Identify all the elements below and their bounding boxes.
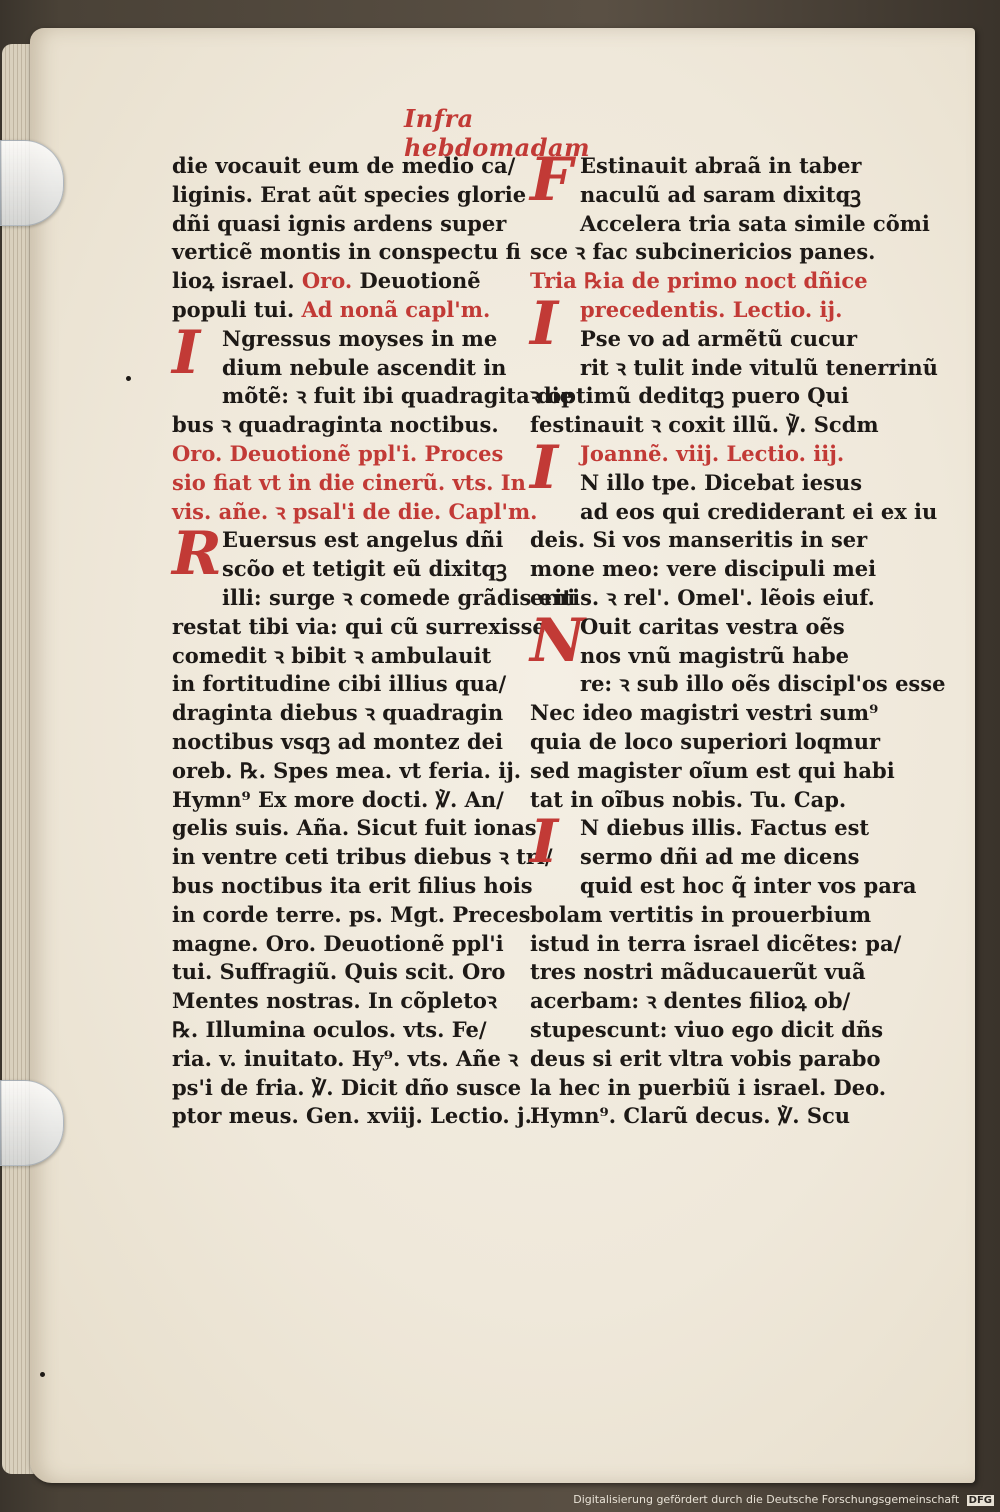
text-line: Euersus est angelus dñi <box>222 527 504 553</box>
text-line: re: ꝛ sub illo oẽs discipl'os esse <box>580 671 946 697</box>
text-line: Estinauit abraã in taber <box>580 153 862 178</box>
text-line: bolam vertitis in prouerbium <box>530 901 872 927</box>
text-segment: populi tui. <box>172 296 295 322</box>
text-line: stupescunt: viuo ego dicit dñs <box>530 1016 884 1042</box>
text-line: in fortitudine cibi illius qua/ <box>172 671 507 697</box>
text-line <box>172 267 514 296</box>
dfg-logo: DFG <box>968 1495 992 1506</box>
text-line: liginis. Erat aũt species glorie <box>172 181 527 207</box>
paragraph-block <box>172 519 576 1131</box>
text-line: Mentes nostras. In cõpletoꝛ <box>172 988 497 1014</box>
text-line: sce ꝛ fac subcinericios panes. <box>530 239 876 265</box>
text-line: quid est hoc q̃ inter vos para <box>580 872 917 898</box>
text-line: dium nebule ascendit in <box>222 354 507 380</box>
right-text-column <box>530 145 946 1131</box>
text-line: draginta diebus ꝛ quadragin <box>172 700 504 726</box>
paragraph-block <box>172 317 574 440</box>
text-line: nos vnũ magistrũ habe <box>580 642 850 668</box>
text-line: in corde terre. ps. Mgt. Preces <box>172 901 531 927</box>
text-segment: Deuotionẽ <box>359 268 481 294</box>
rubric-line: Tria ℞ia de primo noct dñice <box>530 268 868 294</box>
drop-capital: F <box>530 145 573 215</box>
ink-dot <box>40 1372 45 1377</box>
text-line: sed magister oĩum est qui habi <box>530 757 895 783</box>
paragraph-block <box>530 807 917 1131</box>
text-line: mone meo: vere discipuli mei <box>530 556 877 582</box>
text-line: illi: surge ꝛ comede grãdis eni <box>222 584 576 610</box>
drop-capital: I <box>530 432 559 503</box>
text-line: N illo tpe. Dicebat iesus <box>580 469 863 495</box>
left-text-column <box>172 152 576 1131</box>
text-line: comedit ꝛ bibit ꝛ ambulauit <box>172 642 492 668</box>
text-line: ℞. Illumina oculos. vts. Fe/ <box>172 1016 487 1042</box>
digitization-credit <box>573 1493 994 1506</box>
text-line: bus noctibus ita erit filius hois <box>172 872 533 898</box>
text-line: eritis. ꝛ rel'. Omel'. lẽois eiuf. <box>530 584 875 610</box>
drop-capital: R <box>172 519 222 590</box>
text-line: rit ꝛ tulit inde vitulũ tenerrinũ <box>580 354 938 380</box>
text-line: tres nostri mãducauerũt vuã <box>530 959 866 985</box>
text-line: Hymn⁹ Ex more docti. ℣. An/ <box>172 786 504 812</box>
text-line: quia de loco superiori loqmur <box>530 728 881 754</box>
rubric-line: sio fiat vt in die cinerũ. vts. In <box>172 469 526 495</box>
credit-text: Digitalisierung gefördert durch die Deutsche Forschungsgemeinschaft <box>573 1493 960 1506</box>
text-line: sermo dñi ad me dicens <box>580 844 860 870</box>
text-line: Ouit caritas vestra oẽs <box>580 613 845 639</box>
drop-capital: N <box>530 605 585 676</box>
text-line <box>172 296 514 325</box>
text-line: Ngressus moyses in me <box>222 325 498 351</box>
text-line: dñi quasi ignis ardens super <box>172 210 507 236</box>
paragraph-block <box>530 605 946 815</box>
text-line: deis. Si vos manseritis in ser <box>530 527 868 553</box>
text-line: acerbam: ꝛ dentes filioꝝ ob/ <box>530 988 851 1014</box>
text-line: Pse vo ad armẽtũ cucur <box>580 325 858 351</box>
rubric-segment: Oro. <box>301 268 353 294</box>
text-line: ꝛ optimũ deditqꝫ puero Qui <box>530 383 849 409</box>
text-line: scõo et tetigit eũ dixitqꝫ <box>222 556 507 582</box>
text-line: gelis suis. Aña. Sicut fuit ionas <box>172 815 537 841</box>
text-line: N diebus illis. Factus est <box>580 815 870 841</box>
rubric-line: Joannẽ. viij. Lectio. iij. <box>580 440 845 466</box>
text-line: oreb. ℞. Spes mea. vt feria. ij. <box>172 757 522 783</box>
text-line: ria. v. inuitato. Hy⁹. vts. Añe ꝛ <box>172 1045 519 1071</box>
text-line: naculũ ad saram dixitqꝫ <box>580 181 861 207</box>
text-line: tui. Suffragiũ. Quis scit. Oro <box>172 959 506 985</box>
rubric-line: Oro. Deuotionẽ ppl'i. Proces <box>172 440 504 466</box>
text-line: ad eos qui crediderant ei ex iu <box>580 498 938 524</box>
text-line: restat tibi via: qui cũ surrexisset <box>172 613 556 639</box>
drop-capital: I <box>530 288 559 359</box>
text-segment: lioꝝ israel. <box>172 268 295 294</box>
text-line: mõtẽ: ꝛ fuit ibi quadragita die <box>222 383 574 409</box>
text-line: ps'i de fria. ℣. Dicit dño susce <box>172 1074 522 1100</box>
text-line: tat in oĩbus nobis. Tu. Cap. <box>530 786 847 812</box>
ink-dot <box>126 376 131 381</box>
text-line: noctibus vsqꝫ ad montez dei <box>172 728 503 754</box>
text-line: la hec in puerbiũ i israel. Deo. <box>530 1074 887 1100</box>
text-line: ptor meus. Gen. xviij. Lectio. j. <box>172 1103 532 1129</box>
drop-capital: I <box>530 807 559 878</box>
paragraph-block <box>530 145 930 296</box>
text-line: Accelera tria sata simile cõmi <box>580 210 930 236</box>
running-header: Infra hebdomadam <box>404 104 590 162</box>
text-line: verticẽ montis in conspectu fi <box>172 239 521 265</box>
text-line: die vocauit eum de medio ca/ <box>172 153 516 178</box>
drop-capital: I <box>172 317 201 388</box>
rubric-line: precedentis. Lectio. ij. <box>580 296 843 322</box>
rubric-line: vis. añe. ꝛ psal'i de die. Capl'm. <box>172 498 538 524</box>
text-line: istud in terra israel dicẽtes: pa/ <box>530 930 902 956</box>
text-line: festinauit ꝛ coxit illũ. ℣. Scdm <box>530 412 879 438</box>
paragraph-block <box>530 288 938 440</box>
text-line: Nec ideo magistri vestri sum⁹ <box>530 700 879 726</box>
paragraph-block <box>530 432 938 613</box>
text-line: magne. Oro. Deuotionẽ ppl'i <box>172 930 504 956</box>
text-line: Hymn⁹. Clarũ decus. ℣. Scu <box>530 1103 851 1129</box>
text-line: in ventre ceti tribus diebus ꝛ tri/ <box>172 844 553 870</box>
rubric-segment: Ad nonã capl'm. <box>301 296 491 322</box>
text-line: bus ꝛ quadraginta noctibus. <box>172 412 499 438</box>
text-line: deus si erit vltra vobis parabo <box>530 1045 881 1071</box>
